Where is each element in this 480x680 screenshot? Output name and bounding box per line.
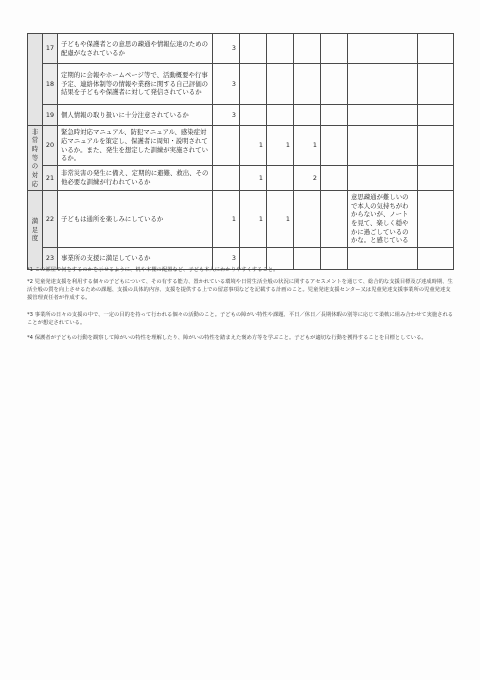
answer-unknown: 2 xyxy=(294,166,321,191)
answer-yes xyxy=(213,166,240,191)
remark-cell xyxy=(418,34,454,64)
answer-no xyxy=(267,105,294,126)
remark-cell xyxy=(418,64,454,105)
question-text: 非常災害の発生に備え、定期的に避難、救出、その他必要な訓練が行われているか xyxy=(58,166,213,191)
row-number: 22 xyxy=(43,191,58,248)
table-row xyxy=(28,105,454,126)
answer-mostly: 1 xyxy=(240,191,267,248)
question-text: 緊急時対応マニュアル、防犯マニュアル、感染症対応マニュアルを策定し、保護者に周知・説明されているか。また、発生を想定した訓練が実施されているか。 xyxy=(58,126,213,166)
table-row xyxy=(28,64,454,105)
answer-unknown xyxy=(294,34,321,64)
answer-extra xyxy=(321,34,348,64)
answer-yes: 3 xyxy=(213,34,240,64)
answer-mostly: 1 xyxy=(240,166,267,191)
remark-cell xyxy=(418,105,454,126)
category-satisfaction: 満 足 度 xyxy=(28,191,43,270)
question-text: 子どもや保護者との意思の疎通や情報伝達のための配慮がなされているか xyxy=(58,34,213,64)
answer-extra xyxy=(321,166,348,191)
answer-extra xyxy=(321,191,348,248)
comment-cell xyxy=(348,166,418,191)
answer-yes xyxy=(213,126,240,166)
answer-yes: 3 xyxy=(213,105,240,126)
answer-extra xyxy=(321,126,348,166)
answer-no: 1 xyxy=(267,126,294,166)
answer-unknown xyxy=(294,64,321,105)
table-row xyxy=(28,34,454,64)
question-text: 事業所の支援に満足しているか xyxy=(58,247,213,269)
table-row xyxy=(28,191,454,248)
answer-mostly: 1 xyxy=(240,126,267,166)
answer-no xyxy=(267,64,294,105)
comment-cell xyxy=(348,105,418,126)
answer-yes: 1 xyxy=(213,191,240,248)
table-row xyxy=(28,126,454,166)
answer-extra xyxy=(321,105,348,126)
row-number: 18 xyxy=(43,64,58,105)
comment-cell xyxy=(348,64,418,105)
answer-unknown xyxy=(294,105,321,126)
question-text: 子どもは通所を楽しみにしているか xyxy=(58,191,213,248)
remark-cell xyxy=(418,166,454,191)
remark-cell xyxy=(418,191,454,248)
row-number: 20 xyxy=(43,126,58,166)
answer-yes: 3 xyxy=(213,247,240,269)
answer-yes: 3 xyxy=(213,64,240,105)
footnote-3: *3 事業所の日々の支援の中で、一定の目的を持って行われる個々の活動のこと。子どもの障がい特性や課題、平日／休日／長期休暇の別等に応じて柔軟に組み合わせて実施されることが想定されている。 xyxy=(27,312,454,327)
footnote-4: *4 保護者が子どもの行動を観察して障がいの特性を理解したり、障がいの特性を踏まえた褒め方等を学ぶこと。子どもが適切な行動を獲得することを目標としている。 xyxy=(27,335,427,341)
answer-mostly xyxy=(240,64,267,105)
category-emergency: 非 常 時 等 の 対 応 xyxy=(28,126,43,191)
answer-unknown xyxy=(294,191,321,248)
question-text: 個人情報の取り扱いに十分注意されているか xyxy=(58,105,213,126)
evaluation-table xyxy=(27,33,454,270)
footnote-1: *1 この部屋で何をするのかを示せるように、机や本棚の配置など、子ども本人にわかりやすくすること。 xyxy=(27,267,279,273)
table-row xyxy=(28,166,454,191)
answer-mostly xyxy=(240,34,267,64)
question-text: 定期的に会報やホームページ等で、活動概要や行事予定、連絡体制等の情報や業務に関する自己評価の結果を子どもや保護者に対して発信されているか xyxy=(58,64,213,105)
row-number: 17 xyxy=(43,34,58,64)
answer-no xyxy=(267,34,294,64)
category-cell-blank xyxy=(28,34,43,126)
footnote-2: *2 児童発達支援を利用する個々の子どもについて、その有する能力、置かれている環境や日常生活全般の状況に関するアセスメントを通じて、総合的な支援目標及び達成時期、生活全般の質を向上させるための課題、支援の具体的内容、支援を提供する上での留意事項などを記載する計画のこと。児童発達支援センター又は児童発達支援事業所の児童発達支援管理責任者が作成する。 xyxy=(27,279,453,302)
answer-no: 1 xyxy=(267,191,294,248)
answer-mostly xyxy=(240,105,267,126)
remark-cell xyxy=(418,126,454,166)
comment-cell xyxy=(348,34,418,64)
answer-unknown: 1 xyxy=(294,126,321,166)
comment-cell xyxy=(348,126,418,166)
row-number: 23 xyxy=(43,247,58,269)
row-number: 19 xyxy=(43,105,58,126)
row-number: 21 xyxy=(43,166,58,191)
answer-no xyxy=(267,166,294,191)
answer-extra xyxy=(321,64,348,105)
comment-cell: 意思疎通が難しいので本人の気持ちがわからないが、ノートを見て、楽しく穏やかに過ごしているのかな。と感じている xyxy=(348,191,418,248)
